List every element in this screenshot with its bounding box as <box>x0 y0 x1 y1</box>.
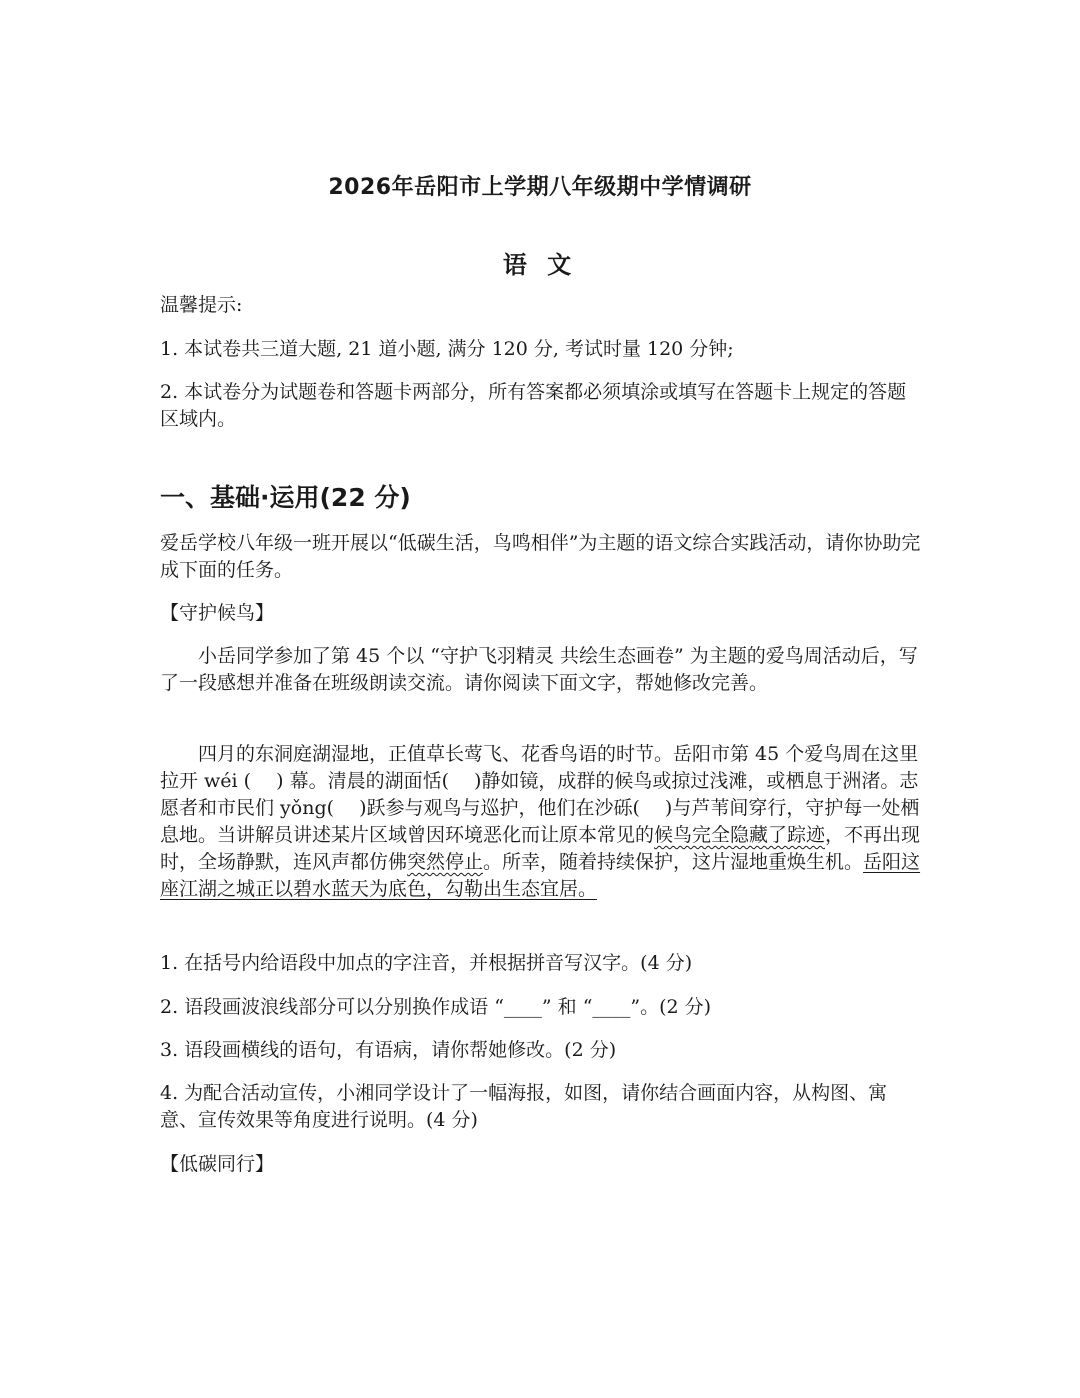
subject-title: 语 文 <box>502 251 578 279</box>
exam-title: 2026年岳阳市上学期八年级期中学情调研 <box>328 175 752 200</box>
section-intro: 爱岳学校八年级一班开展以“低碳生活，鸟鸣相伴”为主题的语文综合实践活动，请你协助完成下面的任务。 <box>160 532 921 581</box>
question-3: 3. 语段画横线的语句，有语病，请你帮她修改。(2 分) <box>160 1039 617 1061</box>
question-4: 4. 为配合活动宣传，小湘同学设计了一幅海报，如图，请你结合画面内容，从构图、寓意、宣传效果等角度进行说明。(4 分) <box>160 1082 888 1131</box>
question-2: 2. 语段画波浪线部分可以分别换作成语 “____” 和 “____”。(2 分) <box>160 996 712 1018</box>
passage-text: ，不再出现时，全场静默，连风声都仿佛 <box>160 824 921 873</box>
task-title-low-carbon: 【低碳同行】 <box>160 1153 275 1175</box>
task-intro: 小岳同学参加了第 45 个以 “守护飞羽精灵 共绘生态画卷” 为主题的爱鸟周活动后，写了一段感想并准备在班级朗读交流。请你阅读下面文字，帮她修改完善。 <box>160 645 918 694</box>
reading-passage <box>160 741 922 903</box>
wavy-underlined-phrase-1: 候鸟完全隐藏了踪迹 <box>654 824 826 846</box>
wavy-underlined-phrase-2: 突然停止 <box>407 851 484 873</box>
notice-item-1: 1. 本试卷共三道大题, 21 道小题, 满分 120 分, 考试时量 120 分钟; <box>160 338 734 360</box>
passage-text: 四月的东洞庭湖湿地，正值草长莺飞、花香鸟语的时节。岳阳市第 45 个爱鸟周在这里拉开 wéi ( ) 幕。清晨的湖面恬( )静如镜，成群的候鸟或掠过浅滩，或栖息于洲渚。志愿者和市民们 yǒng( )跃参与观鸟与巡护，他们在沙砾( )与芦苇间穿行，守护每一处栖息地。当讲解员讲述某片区域曾因环境恶化而让原本常见的 <box>160 743 920 846</box>
notice-label: 温馨提示: <box>160 294 243 316</box>
question-1: 1. 在括号内给语段中加点的字注音，并根据拼音写汉字。(4 分) <box>160 952 693 974</box>
section-heading: 一、基础·运用(22 分) <box>160 483 411 512</box>
passage-text: 。所幸，随着持续保护，这片湿地重焕生机。 <box>483 851 864 873</box>
task-title-protect-birds: 【守护候鸟】 <box>160 602 275 624</box>
underlined-sentence: 岳阳这座江湖之城正以碧水蓝天为底色，勾勒出生态宜居。 <box>160 851 921 900</box>
notice-item-2: 2. 本试卷分为试题卷和答题卡两部分，所有答案都必须填涂或填写在答题卡上规定的答题区域内。 <box>160 381 907 430</box>
